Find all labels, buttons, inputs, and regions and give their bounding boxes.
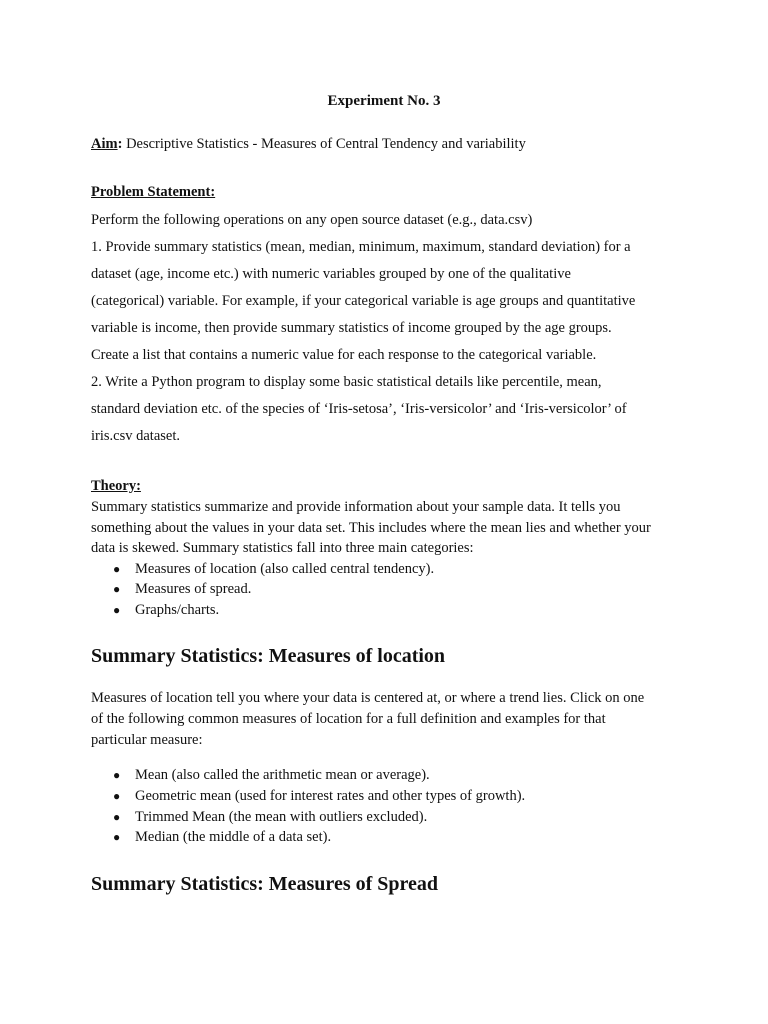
aim-colon: : xyxy=(117,136,123,152)
bullet-icon: ● xyxy=(113,561,121,576)
theory-line: data is skewed. Summary statistics fall into three main categories: xyxy=(91,540,474,556)
list-item-text: Geometric mean (used for interest rates and other types of growth). xyxy=(135,787,526,804)
list-item-text: Trimmed Mean (the mean with outliers excluded). xyxy=(135,808,428,825)
aim-text: Descriptive Statistics - Measures of Central Tendency and variability xyxy=(122,136,526,152)
bullet-icon: ● xyxy=(113,788,121,803)
list-item xyxy=(91,559,691,580)
list-item-text: Median (the middle of a data set). xyxy=(135,829,332,846)
list-item-text: Measures of location (also called central tendency). xyxy=(135,560,435,577)
spread-section-heading: Summary Statistics: Measures of Spread xyxy=(91,873,439,895)
bullet-icon: ● xyxy=(113,602,121,617)
theory-line: Summary statistics summarize and provide information about your sample data. It tells you xyxy=(91,499,621,515)
problem-statement-line: 2. Write a Python program to display some basic statistical details like percentile, mean, xyxy=(91,374,602,390)
list-item xyxy=(91,765,691,786)
aim-line xyxy=(91,136,526,153)
bullet-icon: ● xyxy=(113,768,121,782)
problem-statement-line: dataset (age, income etc.) with numeric variables grouped by one of the qualitative xyxy=(91,266,571,282)
list-item-text: Graphs/charts. xyxy=(135,601,220,618)
aim-label: Aim xyxy=(91,136,118,152)
problem-statement-line: standard deviation etc. of the species of ‘Iris-setosa’, ‘Iris-versicolor’ and ‘Iris-versicolor’ of xyxy=(91,401,627,417)
problem-statement-line: (categorical) variable. For example, if your categorical variable is age groups and quantitative xyxy=(91,293,636,309)
list-item xyxy=(91,579,691,600)
theory-heading: Theory: xyxy=(91,478,141,494)
list-item-text: Mean (also called the arithmetic mean or average). xyxy=(135,767,430,783)
bullet-icon: ● xyxy=(113,830,121,845)
list-item xyxy=(91,786,691,807)
problem-statement-line: variable is income, then provide summary statistics of income grouped by the age groups. xyxy=(91,320,612,336)
location-section-heading: Summary Statistics: Measures of location xyxy=(91,645,446,667)
list-item xyxy=(91,827,691,848)
problem-statement-line: 1. Provide summary statistics (mean, median, minimum, maximum, standard deviation) for a xyxy=(91,239,631,255)
theory-line: something about the values in your data set. This includes where the mean lies and whether your xyxy=(91,519,651,536)
document-title: Experiment No. 3 xyxy=(327,93,441,109)
theory-bullet-list xyxy=(91,559,691,621)
location-section-body xyxy=(91,688,691,751)
location-line: of the following common measures of location for a full definition and examples for that xyxy=(91,711,606,727)
bullet-icon: ● xyxy=(113,809,121,824)
location-line: Measures of location tell you where your data is centered at, or where a trend lies. Click on one xyxy=(91,690,645,706)
problem-statement-heading: Problem Statement: xyxy=(91,184,216,200)
problem-statement-line: Create a list that contains a numeric value for each response to the categorical variable. xyxy=(91,347,597,363)
location-line: particular measure: xyxy=(91,732,203,748)
location-bullet-list xyxy=(91,765,691,848)
problem-statement-line: Perform the following operations on any open source dataset (e.g., data.csv) xyxy=(91,212,533,228)
bullet-icon: ● xyxy=(113,582,121,596)
location-bullet-block xyxy=(91,765,691,848)
problem-statement-body xyxy=(91,207,691,450)
theory-body xyxy=(91,497,691,620)
problem-statement-line: iris.csv dataset. xyxy=(91,428,180,444)
list-item xyxy=(91,807,691,828)
list-item-text: Measures of spread. xyxy=(135,581,252,597)
list-item xyxy=(91,600,691,621)
